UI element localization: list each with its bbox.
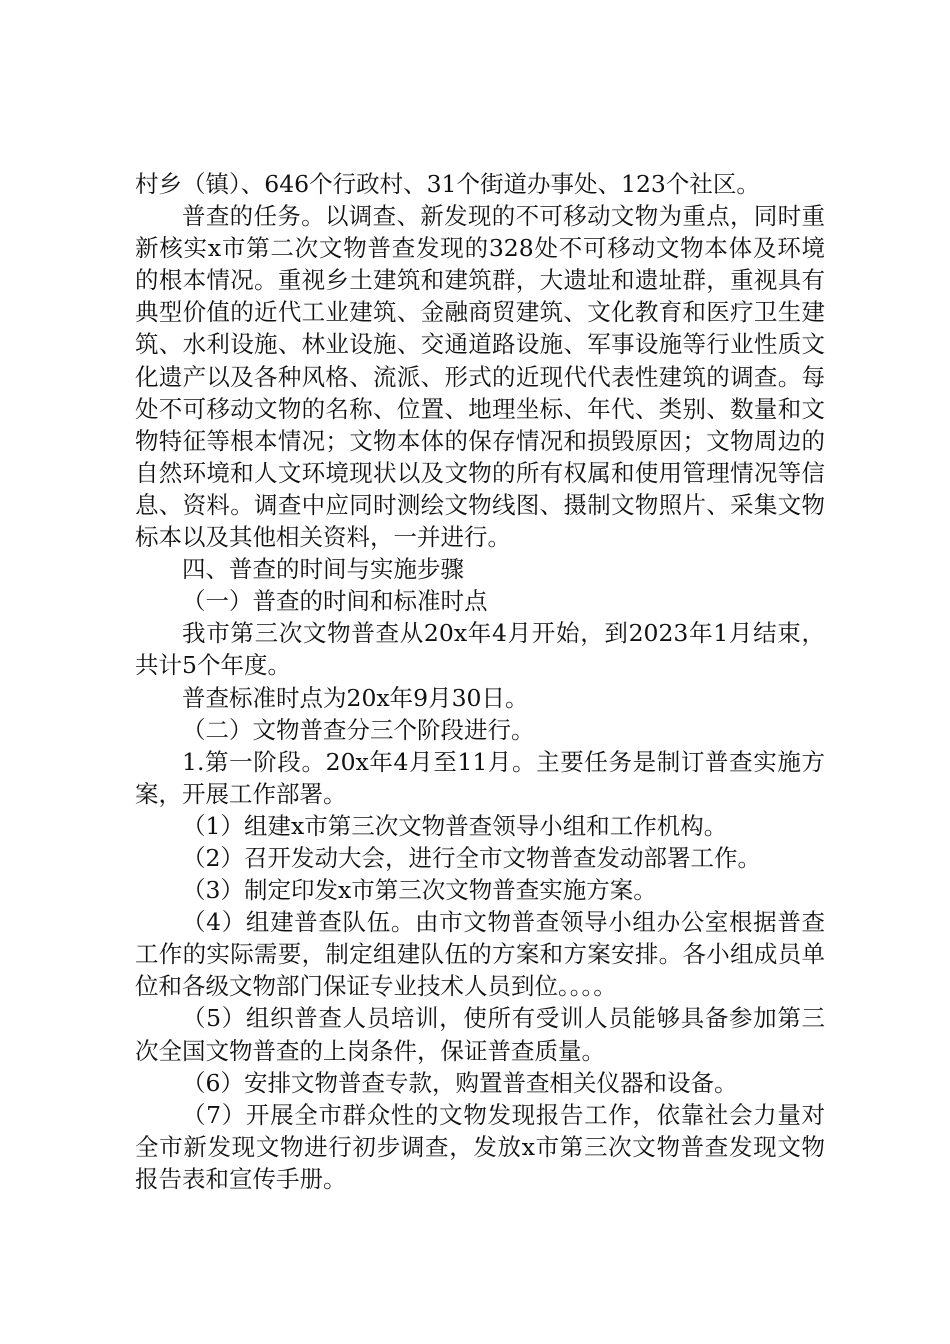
document-body <box>135 168 825 1195</box>
section-heading-four: 四、普查的时间与实施步骤 <box>182 555 464 584</box>
paragraph-standard-time: 普查标准时点为20x年9月30日。 <box>182 683 529 712</box>
paragraph-survey-period: 我市第三次文物普查从20x年4月开始，到2023年1月结束，共计5个年度。 <box>135 619 825 680</box>
list-item-7: （7）开展全市群众性的文物发现报告工作，依靠社会力量对全市新发现文物进行初步调查，发放x市第三次文物普查发现文物报告表和宣传手册。 <box>135 1100 825 1193</box>
list-item-4: （4）组建普查队伍。由市文物普查领导小组办公室根据普查工作的实际需要，制定组建队伍的方案和方案安排。各小组成员单位和各级文物部门保证专业技术人员到位。。。。 <box>135 908 825 1001</box>
list-item-1: （1）组建x市第三次文物普查领导小组和工作机构。 <box>182 811 728 840</box>
paragraph-continuation: 村乡（镇）、646个行政村、31个街道办事处、123个社区。 <box>135 170 760 198</box>
list-item-5: （5）组织普查人员培训，使所有受训人员能够具备参加第三次全国文物普查的上岗条件，保证普查质量。 <box>135 1004 825 1065</box>
paragraph-stage-one: 1.第一阶段。20x年4月至11月。主要任务是制订普查实施方案，开展工作部署。 <box>135 747 825 808</box>
list-item-6: （6）安排文物普查专款，购置普查相关仪器和设备。 <box>182 1068 738 1097</box>
paragraph-survey-tasks: 普查的任务。以调查、新发现的不可移动文物为重点，同时重新核实x市第二次文物普查发现的328处不可移动文物本体及环境的根本情况。重视乡土建筑和建筑群，大遗址和遗址群，重视具有典型价值的近代工业建筑、金融商贸建筑、文化教育和医疗卫生建筑、水利设施、林业设施、交通道路设施、军事设施等行业性质文化遗产以及各种风格、流派、形式的近现代代表性建筑的调查。每处不可移动文物的名称、位置、地理坐标、年代、类别、数量和文物特征等根本情况；文物本体的保存情况和损毁原因；文物周边的自然环境和人文环境现状以及文物的所有权属和使用管理情况等信息、资料。调查中应同时测绘文物线图、摄制文物照片、采集文物标本以及其他相关资料，一并进行。 <box>135 202 825 552</box>
list-item-2: （2）召开发动大会，进行全市文物普查发动部署工作。 <box>182 843 761 872</box>
subsection-heading-one: （一）普查的时间和标准时点 <box>182 587 488 616</box>
subsection-heading-two: （二）文物普查分三个阶段进行。 <box>182 715 535 744</box>
list-item-3: （3）制定印发x市第三次文物普查实施方案。 <box>182 876 657 905</box>
